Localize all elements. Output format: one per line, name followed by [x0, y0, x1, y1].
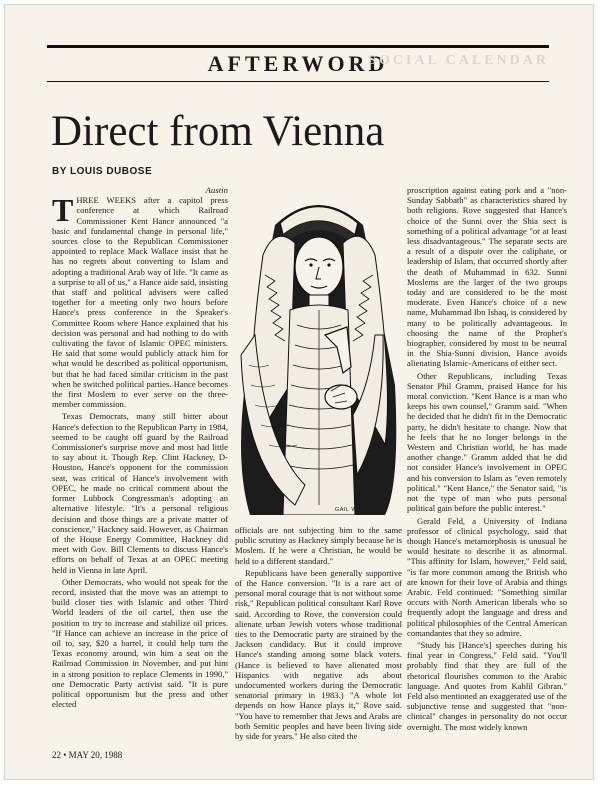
paragraph: Texas Democrats, many still bitter about Hance's defection to the Republican Party in 1984, seemed to be caught off guard by the Railroad Commissioner's surprise move and most had little to say about it. Though Rep. Clint Hackney, D-Houston, Hance's opponent for the commission seat, was critical of Hance's involvement with OPEC, he made no critical comment about the former Lubbock Congressman's adopting an alternative lifestyle. "It's a personal religious decision and those things are a private matter of conscience," Hackney said. However, as Chairman of the House Energy Committee, Hackney did meet with Gov. Bill Clements to discuss Hance's efforts on behalf of Texas at an OPEC meeting held in Vienna in late April. [52, 411, 228, 575]
article-column-3 [407, 185, 567, 770]
section-rule-bottom [47, 81, 549, 82]
lead-paragraph-text: HREE WEEKS after a capitol press conference at which Railroad Commissioner Kent Hance announced "a basic and fundamental change in personal life," sources close to the Republican Commissioner appointed to replace Mack Wallace insist that he has no regrets about converting to Islam and adopting a traditional Arab way of life. "It came as a surprise to all of us," a Hance aide said, insisting that staff and political advisers were called together for a meeting only two hours before Hance's press conference in the Speaker's Committee Room where Hance explained that his decision was personal and had nothing to do with cultivating the favor of Islamic OPEC ministers. He said that some would publicly attack him for what would be described as political opportunism, but that he had faced similar criticism in the past when he switched political parties. Hance becomes the first Moslem to ever serve on the three-member commission. [52, 195, 228, 410]
illustration-arab-robed-figure [235, 185, 402, 515]
section-header [47, 51, 549, 75]
illustration-credit: GAIL WOODS [335, 507, 376, 513]
article-column-2 [235, 525, 402, 770]
headline: Direct from Vienna [51, 108, 385, 155]
paragraph: Other Republicans, including Texas Senator Phil Gramm, praised Hance for his moral conviction. "Kent Hance is a man who keeps his own counsel," Gramm said. "When he decided that he didn't fit in the Democratic party, he didn't hesitate to change. Now that he feels that he no longer belongs in the Western and Christian world, he has made another change." Gramm added that he did not consider Hance's involvement in OPEC and his conversion to Islam as "even remotely political." "Kent Hance," the Senator said, "is not the type of man who puts personal political gain before the public interest." [407, 370, 567, 514]
paragraph: Republicans have been generally supportive of the Hance conversion. "It is a rare act of personal moral courage that is not without some risk," Republican political consultant Karl Rove said. According to Rove, the conversion could alienate urban Jewish voters whose traditional ties to the Democratic party are strained by the Jackson candidacy. But it could improve Hance's standing among some black voters. (Hance is believed to have alienated most Hispanics with negative ads about undocumented workers during the Democratic senatorial primary in 1983.) "A whole lot depends on how Hance plays it," Rove said. "You have to remember that Jews and Arabs are both Semitic peoples and have been living side by side for years." He also cited the [235, 567, 402, 742]
bleed-through-text: SOCIAL CALENDAR [368, 53, 549, 68]
page-footer-folio: 22 • MAY 20, 1988 [52, 750, 123, 760]
paragraph: officials are not subjecting him to the same public scrutiny as Hackney simply because he is Moslem. If he were a Christian, he would be held to a different standard." [235, 525, 402, 566]
byline: BY LOUIS DUBOSE [52, 166, 153, 177]
section-rule-top [47, 45, 549, 48]
paragraph: "Study his [Hance's] speeches during his final year in Congress," Feld said. "You'll probably find that they are full of the rhetorical flourishes common to the Arabic language. And quotes from Kahlil Gibran." Feld also mentioned an exaggerated use of the subjunctive tense and suggested that "non-clinical" changes in personality do not occur overnight. The most widely known [407, 639, 567, 732]
paragraph: Gerald Feld, a University of Indiana professor of clinical psychology, said that though Hance's metamorphosis is unusual he would hesitate to describe it as abnormal. "This affinity for Islam, however," Feld said, "is far more common among the British who are known for their love of Arabia and things Arabic. Feld continued: "Something similar occurs with North American liberals who so frequently adopt the language and dress and political philosophies of the Central American comandantes that they so admire. [407, 515, 567, 638]
dateline: Austin [205, 185, 228, 195]
section-title: AFTERWORD [207, 51, 389, 76]
lead-paragraph [52, 192, 228, 410]
paragraph: proscription against eating pork and a "non-Sunday Sabbath" as characteristics shared by both religions. Rove suggested that Hance's choice of the Sunni over the Shia sect is something of a political advantage "or at least less disadvantageous." The separate sects are a result of a dispute over the caliphate, or leadership of Islam, that occurred shortly after the death of Muhammad in 632. Sunni Moslems are the larger of the two groups today and are considered to be the most moderate. Even Hance's choice of a new name, Muhammad Ibn Ishaq, is considered by many to be politically advantageous. In choosing the name of the Prophet's biographer, considered by most to be neutral in the Shia-Sunni division, Hance avoids alienating Islamic-Americans of either sect. [407, 185, 567, 369]
article-column-1 [52, 185, 228, 750]
paragraph: Other Democrats, who would not speak for the record, insisted that the move was an attempt to build closer ties with Islamic and other Third World leaders of the oil cartel, then use the position to try to increase and stabilize oil prices. "If Hance can achieve an increase in the price of oil to, say, $20 a barrel, it could help turn the Texas economy around, win him a seat on the Railroad Commission in November, and put him in a strong position to replace Clements in 1990," one Democratic Party activist said. "It is pure political opportunism but the press and other elected [52, 576, 228, 710]
drop-cap: T [52, 192, 74, 229]
magazine-page [4, 4, 594, 780]
